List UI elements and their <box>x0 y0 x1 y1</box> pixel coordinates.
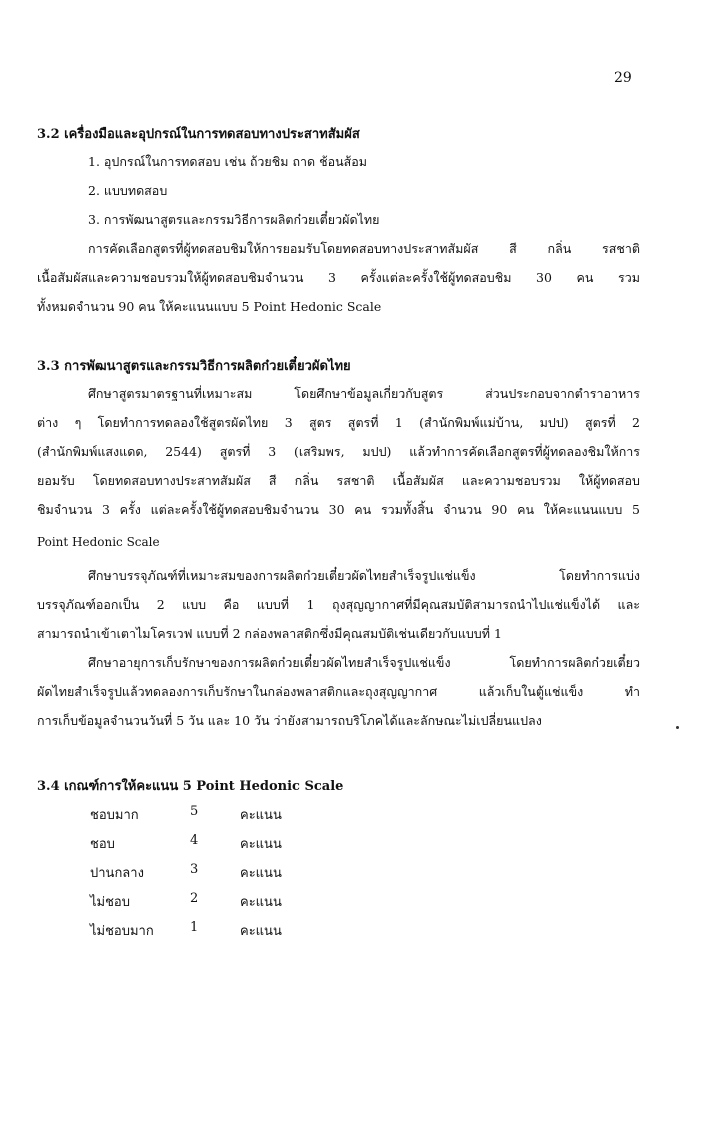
paragraph-line: (สำนักพิมพ์แสงแดด, 2544) สูตรที่ 3 (เสริมพร, มปป) แล้วทำการคัดเลือกสูตรที่ผู้ทดลองชิมให้การ <box>37 444 640 459</box>
section-3-2-heading: 3.2 เครื่องมือและอุปกรณ์ในการทดสอบทางประสาทสัมผัส <box>37 127 360 142</box>
paragraph-line: บรรจุภัณฑ์ออกเป็น 2 แบบ คือ แบบที่ 1 ถุงสุญญากาศที่มีคุณสมบัติสามารถนำไปแช่แข็งได้ และ <box>37 597 640 612</box>
score-row <box>90 920 390 940</box>
score-unit: คะแนน <box>240 808 282 823</box>
stray-dot <box>676 726 679 729</box>
list-item: 3. การพัฒนาสูตรและกรรมวิธีการผลิตก๋วยเตี๋ยวผัดไทย <box>88 212 380 227</box>
paragraph-line: การเก็บข้อมูลจำนวนวันที่ 5 วัน และ 10 วัน ว่ายังสามารถบริโภคได้และลักษณะไม่เปลี่ยนแปลง <box>37 713 542 728</box>
score-unit: คะแนน <box>240 895 282 910</box>
paragraph-line: เนื้อสัมผัสและความชอบรวมให้ผู้ทดสอบชิมจำนวน 3 ครั้งแต่ละครั้งใช้ผู้ทดสอบชิม 30 คน รวม <box>37 270 640 285</box>
score-value: 4 <box>190 833 199 848</box>
paragraph-line: ศึกษาบรรจุภัณฑ์ที่เหมาะสมของการผลิตก๋วยเตี๋ยวผัดไทยสำเร็จรูปแช่แข็ง โดยทำการแบ่ง <box>88 568 640 583</box>
score-label: ไม่ชอบมาก <box>90 924 154 939</box>
score-label: ไม่ชอบ <box>90 895 130 910</box>
paragraph-line: ต่าง ๆ โดยทำการทดลองใช้สูตรผัดไทย 3 สูตร สูตรที่ 1 (สำนักพิมพ์แม่บ้าน, มปป) สูตรที่ 2 <box>37 415 640 430</box>
score-row <box>90 891 390 911</box>
score-value: 2 <box>190 891 199 906</box>
paragraph-line: สามารถนำเข้าเตาไมโครเวฟ แบบที่ 2 กล่องพลาสติกซึ่งมีคุณสมบัติเช่นเดียวกับแบบที่ 1 <box>37 626 502 641</box>
score-unit: คะแนน <box>240 837 282 852</box>
score-value: 3 <box>190 862 199 877</box>
paragraph-line: Point Hedonic Scale <box>37 535 160 549</box>
paragraph-line: ชิมจำนวน 3 ครั้ง แต่ละครั้งใช้ผู้ทดสอบชิมจำนวน 30 คน รวมทั้งสิ้น จำนวน 90 คน ให้คะแนนแบบ 5 <box>37 502 640 517</box>
paragraph-line: ผัดไทยสำเร็จรูปแล้วทดลองการเก็บรักษาในกล่องพลาสติกและถุงสุญญากาศ แล้วเก็บในตู้แช่แข็ง ทำ <box>37 684 640 699</box>
paragraph-line: ศึกษาอายุการเก็บรักษาของการผลิตก๋วยเตี๋ยวผัดไทยสำเร็จรูปแช่แข็ง โดยทำการผลิตก๋วยเตี๋ยว <box>88 655 640 670</box>
section-3-4-heading: 3.4 เกณฑ์การให้คะแนน 5 Point Hedonic Scale <box>37 779 344 794</box>
paragraph-line: ศึกษาสูตรมาตรฐานที่เหมาะสม โดยศึกษาข้อมูลเกี่ยวกับสูตร ส่วนประกอบจากตำราอาหาร <box>88 386 640 401</box>
score-label: ชอบ <box>90 837 115 852</box>
paragraph-line: ยอมรับ โดยทดสอบทางประสาทสัมผัส สี กลิ่น รสชาติ เนื้อสัมผัส และความชอบรวม ให้ผู้ทดสอบ <box>37 473 640 488</box>
list-item: 1. อุปกรณ์ในการทดสอบ เช่น ถ้วยชิม ถาด ช้อนส้อม <box>88 154 368 169</box>
section-3-3-heading: 3.3 การพัฒนาสูตรและกรรมวิธีการผลิตก๋วยเตี๋ยวผัดไทย <box>37 359 351 374</box>
score-label: ปานกลาง <box>90 866 144 881</box>
score-row <box>90 833 390 853</box>
score-value: 5 <box>190 804 199 819</box>
paragraph-line: ทั้งหมดจำนวน 90 คน ให้คะแนนแบบ 5 Point Hedonic Scale <box>37 299 382 314</box>
score-row <box>90 862 390 882</box>
score-unit: คะแนน <box>240 924 282 939</box>
score-row <box>90 804 390 824</box>
score-unit: คะแนน <box>240 866 282 881</box>
list-item: 2. แบบทดสอบ <box>88 183 168 198</box>
score-value: 1 <box>190 920 199 935</box>
page-number: 29 <box>614 70 632 86</box>
score-label: ชอบมาก <box>90 808 139 823</box>
paragraph-line: การคัดเลือกสูตรที่ผู้ทดสอบชิมให้การยอมรับโดยทดสอบทางประสาทสัมผัส สี กลิ่น รสชาติ <box>88 241 640 256</box>
